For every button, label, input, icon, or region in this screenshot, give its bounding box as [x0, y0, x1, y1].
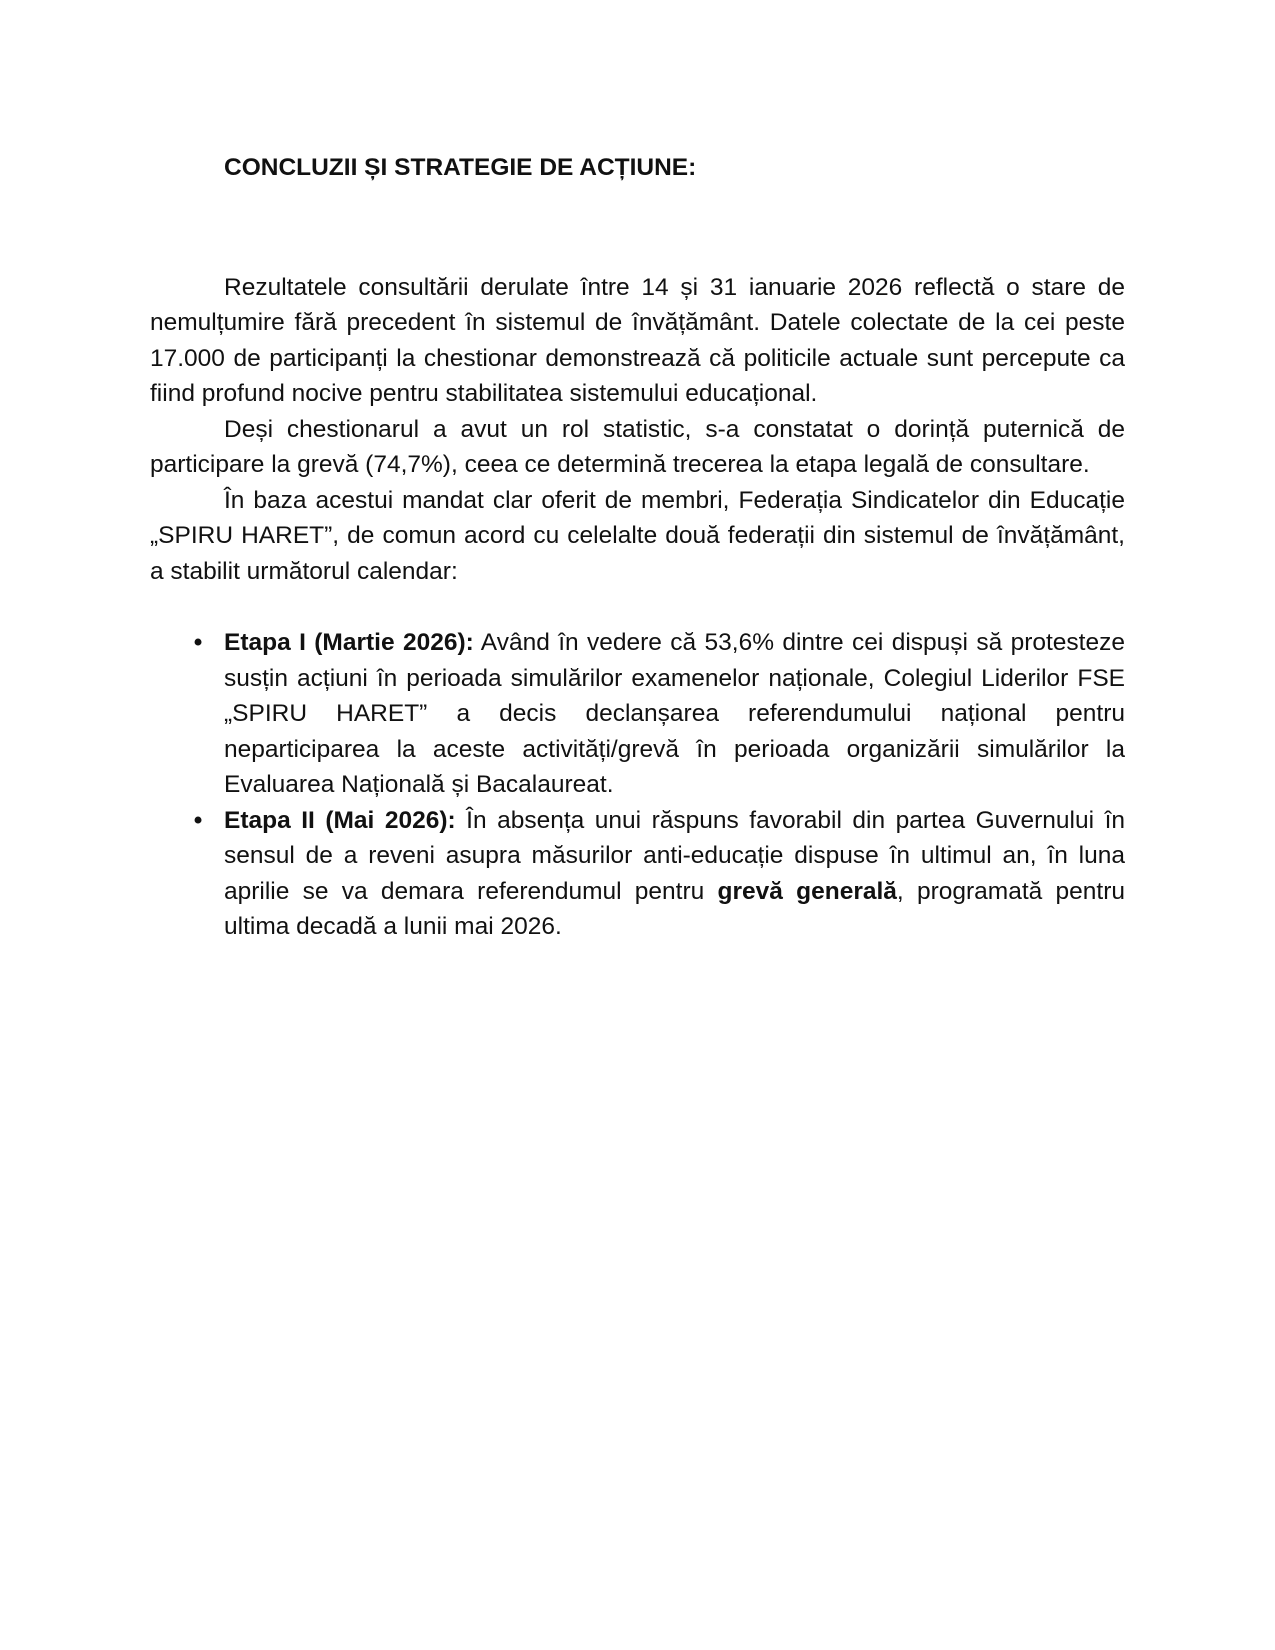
stage-1-text: Având în vedere că 53,6% dintre cei dispuși să protesteze susțin acțiuni în perioada simulărilor examenelor naționale, Colegiul Liderilor FSE „SPIRU HARET” a decis declanșarea referendumului național pentru neparticiparea la aceste activități/grevă în perioada organizării simulărilor la Evaluarea Națională și Bacalaureat. [224, 629, 1125, 798]
stage-2-emphasis: grevă generală [717, 877, 897, 905]
stage-2-text-before: În absența unui răspuns favorabil din partea Guvernului în sensul de a reveni asupra măsurilor anti-educație dispuse în ultimul an, în luna aprilie se va demara referendumul pentru [224, 806, 1125, 905]
stages-list [150, 625, 1125, 945]
stage-2-text-after: , programată pentru ultima decadă a lunii mai 2026. [224, 877, 1125, 940]
bullet-icon: • [193, 806, 203, 834]
list-item-stage-1 [193, 625, 1125, 803]
bullet-icon: • [193, 629, 203, 656]
page-title: CONCLUZII ȘI STRATEGIE DE ACȚIUNE: [224, 154, 697, 181]
list-item-stage-2 [193, 803, 1125, 945]
document-body [150, 150, 1125, 945]
stage-2-label: Etapa II (Mai 2026): [224, 806, 456, 834]
paragraph-strike-participation: Deși chestionarul a avut un rol statistic, s-a constatat o dorință puternică de participare la grevă (74,7%), ceea ce determină trecerea la etapa legală de consultare. [150, 415, 1125, 478]
body-paragraphs [150, 270, 1125, 590]
paragraph-consultation-results: Rezultatele consultării derulate între 14 și 31 ianuarie 2026 reflectă o stare de nemulțumire fără precedent în sistemul de învățământ. Datele colectate de la cei peste 17.000 de participanți la chestionar demonstrează că politicile actuale sunt percepute ca fiind profund nocive pentru stabilitatea sistemului educațional. [150, 273, 1125, 407]
stage-1-label: Etapa I (Martie 2026): [224, 629, 474, 656]
paragraph-calendar-intro: În baza acestui mandat clar oferit de membri, Federația Sindicatelor din Educație „SPIRU HARET”, de comun acord cu celelalte două federații din sistemul de învățământ, a stabilit următorul calendar: [150, 486, 1125, 585]
